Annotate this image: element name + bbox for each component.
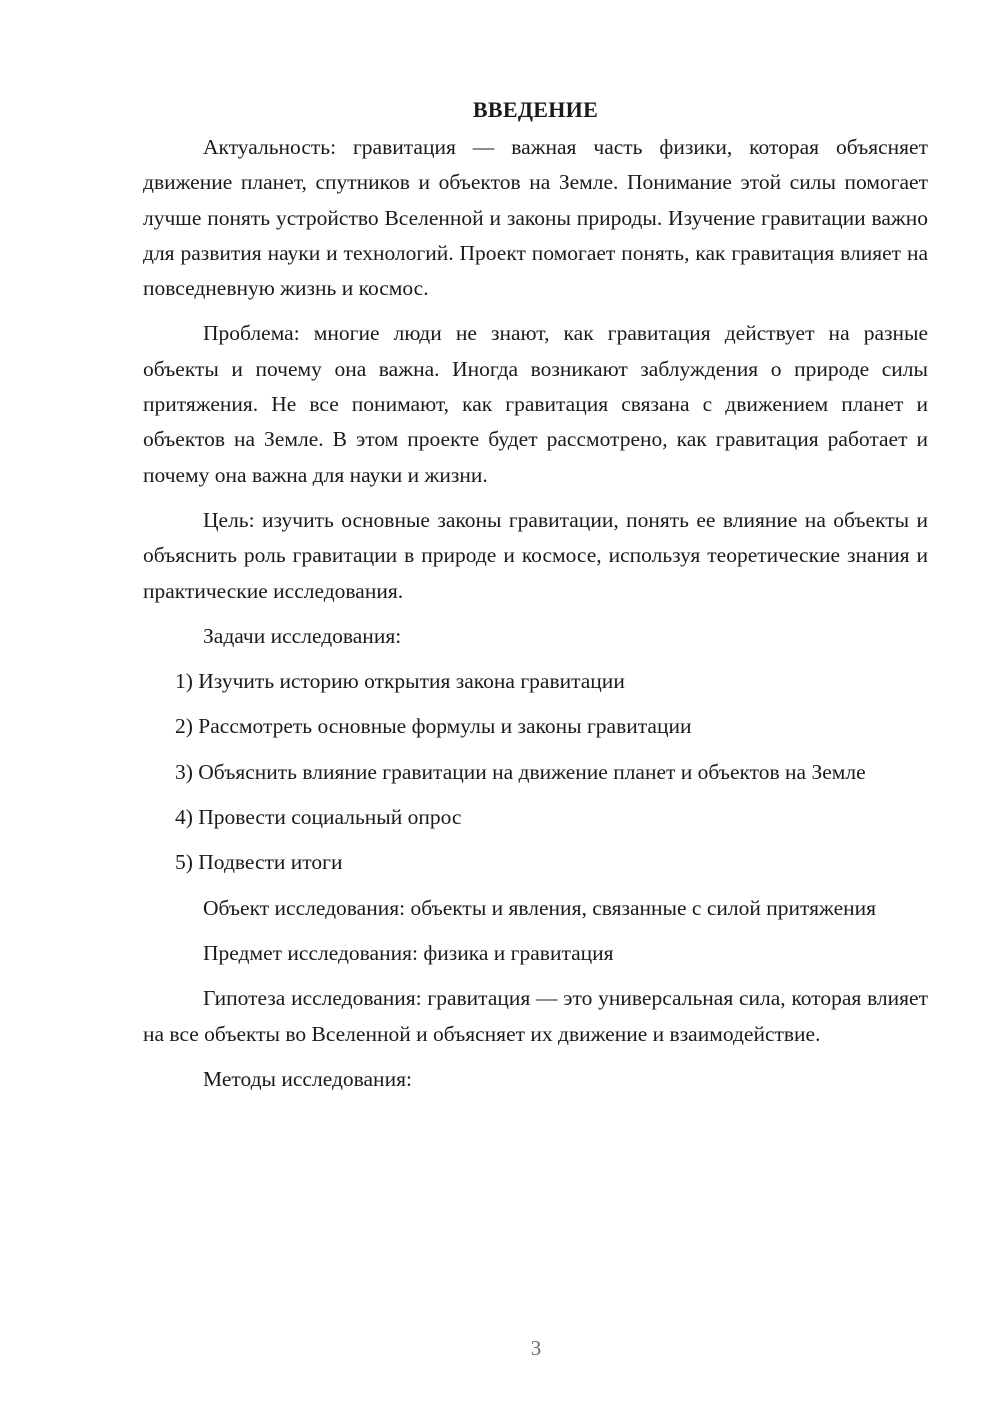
problem-paragraph: Проблема: многие люди не знают, как гравитация действует на разные объекты и почему она важна. Иногда возникают заблуждения о природе силы притяжения. Не все понимают, как гравитация связана с движением планет и объектов на Земле. В этом проекте будет рассмотрено, как гравитация работает и почему она важна для науки и жизни. bbox=[143, 321, 928, 487]
tasks-heading: Задачи исследования: bbox=[203, 623, 402, 648]
task-item-1: 1) Изучить историю открытия закона гравитации bbox=[175, 669, 625, 694]
task-item-5: 5) Подвести итоги bbox=[175, 850, 343, 875]
object-paragraph: Объект исследования: объекты и явления, связанные с силой притяжения bbox=[203, 895, 877, 920]
subject-paragraph: Предмет исследования: физика и гравитация bbox=[203, 940, 614, 965]
task-item-2: 2) Рассмотреть основные формулы и законы гравитации bbox=[175, 714, 692, 739]
document-page bbox=[143, 95, 928, 1107]
page-number: 3 bbox=[530, 1336, 542, 1360]
relevance-paragraph: Актуальность: гравитация — важная часть физики, которая объясняет движение планет, спутников и объектов на Земле. Понимание этой силы помогает лучше понять устройство Вселенной и законы природы. Изучение гравитации важно для развития науки и технологий. Проект помогает понять, как гравитация влияет на повседневную жизнь и космос. bbox=[143, 135, 928, 301]
task-item-4: 4) Провести социальный опрос bbox=[175, 805, 462, 830]
goal-paragraph: Цель: изучить основные законы гравитации, понять ее влияние на объекты и объяснить роль гравитации в природе и космосе, используя теоретические знания и практические исследования. bbox=[143, 507, 928, 603]
methods-heading: Методы исследования: bbox=[203, 1066, 412, 1091]
section-heading: ВВЕДЕНИЕ bbox=[472, 97, 599, 122]
hypothesis-paragraph: Гипотеза исследования: гравитация — это универсальная сила, которая влияет на все объекты во Вселенной и объясняет их движение и взаимодействие. bbox=[143, 986, 928, 1046]
task-item-3: 3) Объяснить влияние гравитации на движение планет и объектов на Земле bbox=[175, 759, 866, 784]
